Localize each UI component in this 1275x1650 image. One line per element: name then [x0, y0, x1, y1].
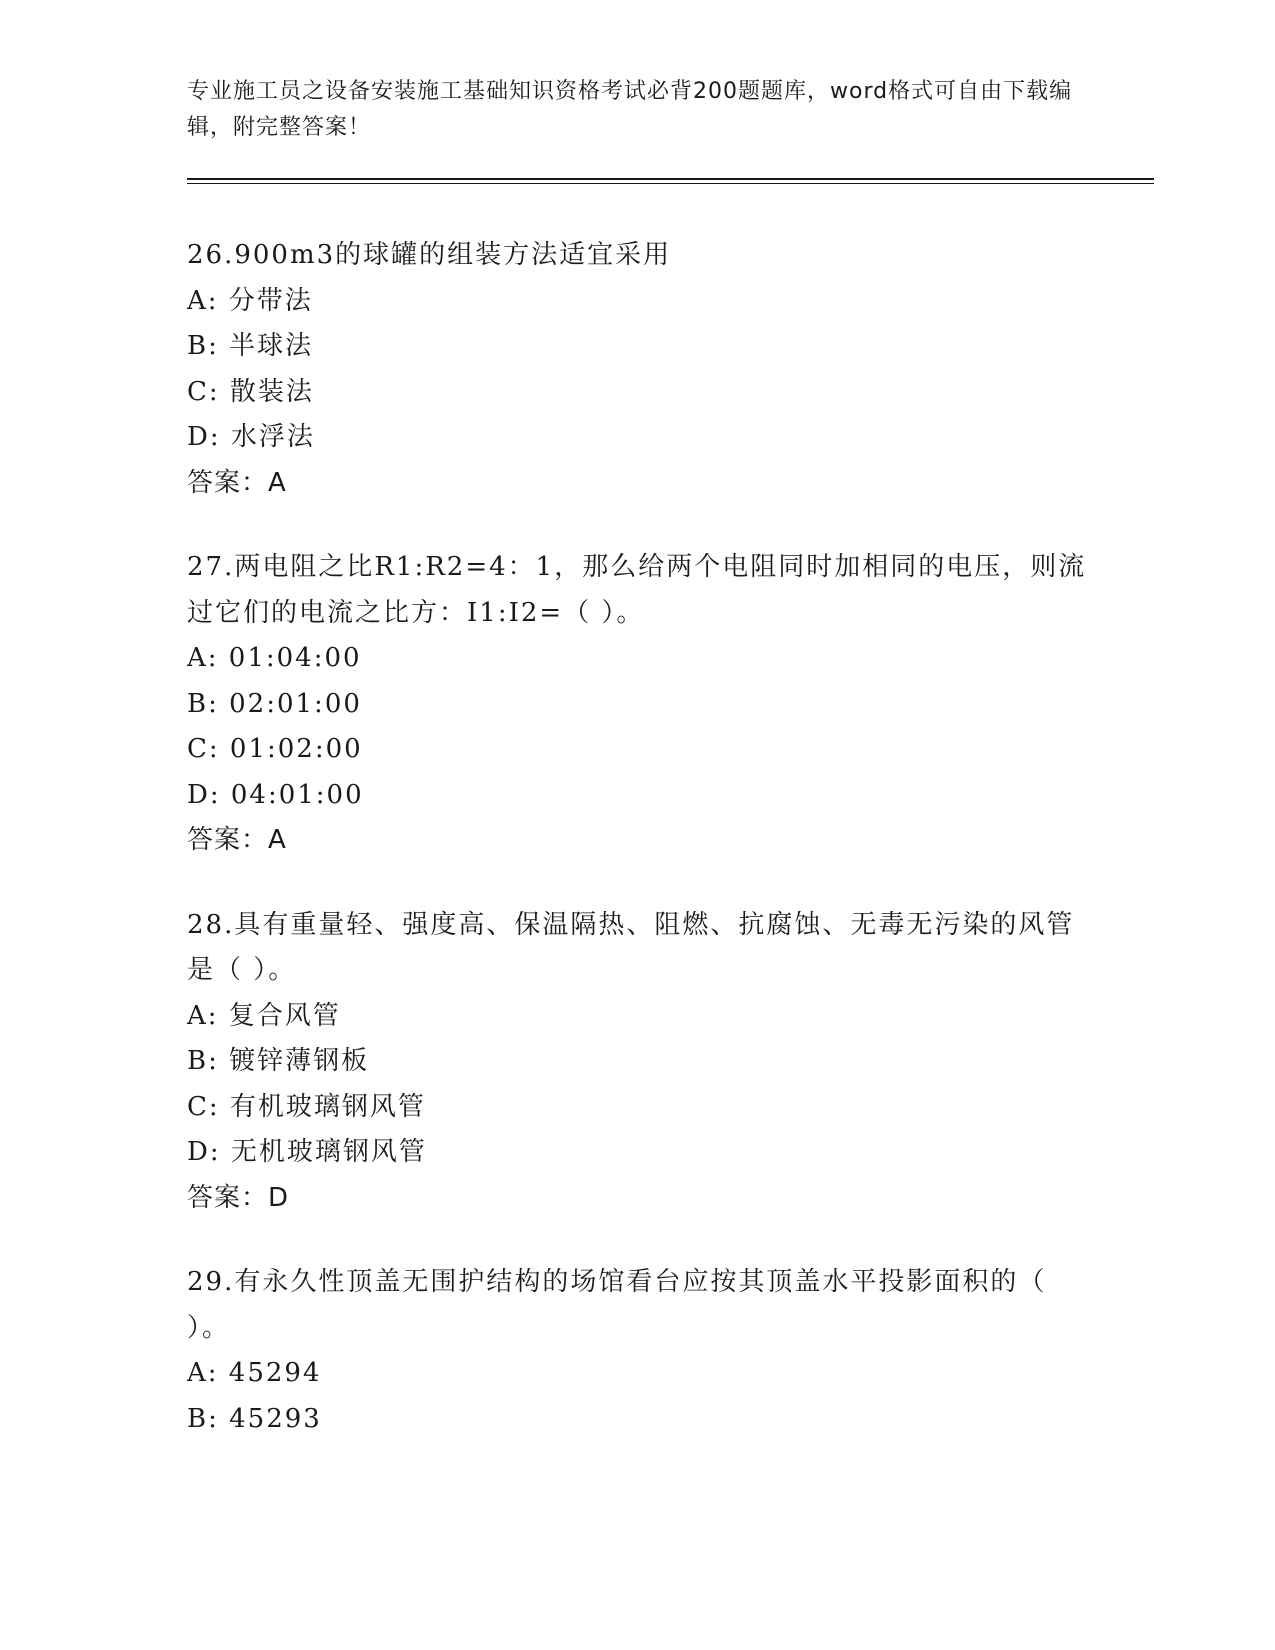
question-29 — [187, 1260, 1087, 1442]
option-c: C: 01:02:00 — [187, 734, 363, 764]
question-26 — [187, 233, 1087, 506]
option-c: C: 散装法 — [187, 376, 314, 407]
option-a: A: 复合风管 — [187, 1000, 341, 1031]
answer: 答案：A — [187, 825, 287, 855]
document-header: 专业施工员之设备安装施工基础知识资格考试必背200题题库，word格式可自由下载编辑，附完整答案！ — [187, 79, 1073, 140]
option-b: B: 02:01:00 — [187, 688, 362, 719]
option-a: A: 分带法 — [187, 285, 313, 316]
option-d: D: 水浮法 — [187, 422, 315, 452]
option-b: B: 半球法 — [187, 331, 314, 361]
option-b: B: 45293 — [187, 1403, 322, 1434]
header-rule-thin — [187, 183, 1154, 184]
option-d: D: 04:01:00 — [187, 779, 364, 810]
question-27 — [187, 545, 1087, 864]
question-28 — [187, 903, 1087, 1222]
option-d: D: 无机玻璃钢风管 — [187, 1137, 427, 1167]
option-a: A: 01:04:00 — [187, 643, 362, 673]
option-b: B: 镀锌薄钢板 — [187, 1046, 370, 1076]
option-a: A: 45294 — [187, 1358, 322, 1388]
question-list — [187, 233, 1087, 1481]
question-stem: 27.两电阻之比R1:R2=4：1，那么给两个电阻同时加相同的电压，则流过它们的电流之比方：I1:I2=（ ）。 — [187, 552, 1087, 628]
question-stem: 28.具有重量轻、强度高、保温隔热、阻燃、抗腐蚀、无毒无污染的风管是（ ）。 — [187, 909, 1075, 985]
option-c: C: 有机玻璃钢风管 — [187, 1091, 426, 1122]
answer: 答案：A — [187, 467, 287, 498]
answer: 答案：D — [187, 1182, 290, 1213]
question-stem: 26.900m3的球罐的组装方法适宜采用 — [187, 240, 672, 270]
question-stem: 29.有永久性顶盖无围护结构的场馆看台应按其顶盖水平投影面积的（ ）。 — [187, 1267, 1047, 1343]
header-rule-thick — [187, 178, 1154, 180]
